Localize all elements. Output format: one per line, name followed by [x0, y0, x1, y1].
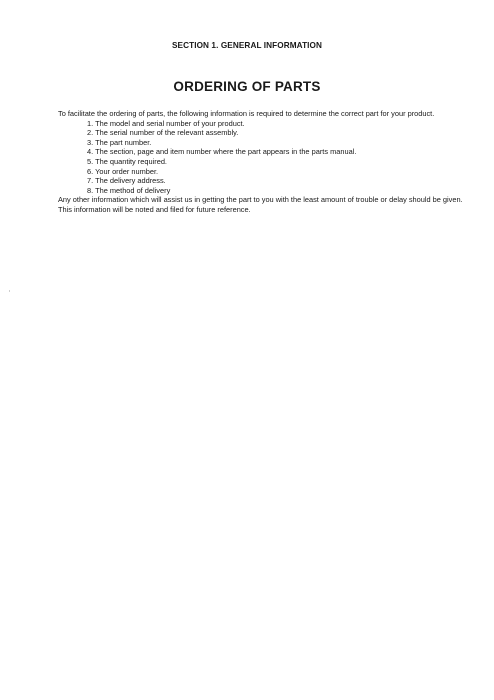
page-title: ORDERING OF PARTS [173, 79, 321, 94]
scan-speck [9, 290, 10, 292]
closing-paragraph: Any other information which will assist us in getting the part to you with the least amount of trouble or delay should be given. This information will be noted and filed for future reference. [58, 195, 463, 214]
list-item: 8. The method of delivery [87, 185, 171, 195]
list-item: 7. The delivery address. [87, 176, 166, 186]
list-item: 6. Your order number. [87, 166, 159, 176]
list-item: 1. The model and serial number of your product. [87, 118, 245, 128]
list-item: 2. The serial number of the relevant assembly. [87, 128, 239, 138]
section-header: SECTION 1. GENERAL INFORMATION [171, 41, 323, 50]
body-text [58, 109, 466, 215]
list-item: 3. The part number. [87, 137, 152, 147]
intro-paragraph: To facilitate the ordering of parts, the following information is required to determine the correct part for your product. [58, 109, 435, 118]
requirements-list [58, 119, 466, 196]
list-item: 5. The quantity required. [87, 156, 167, 166]
list-item: 4. The section, page and item number where the part appears in the parts manual. [87, 147, 357, 157]
